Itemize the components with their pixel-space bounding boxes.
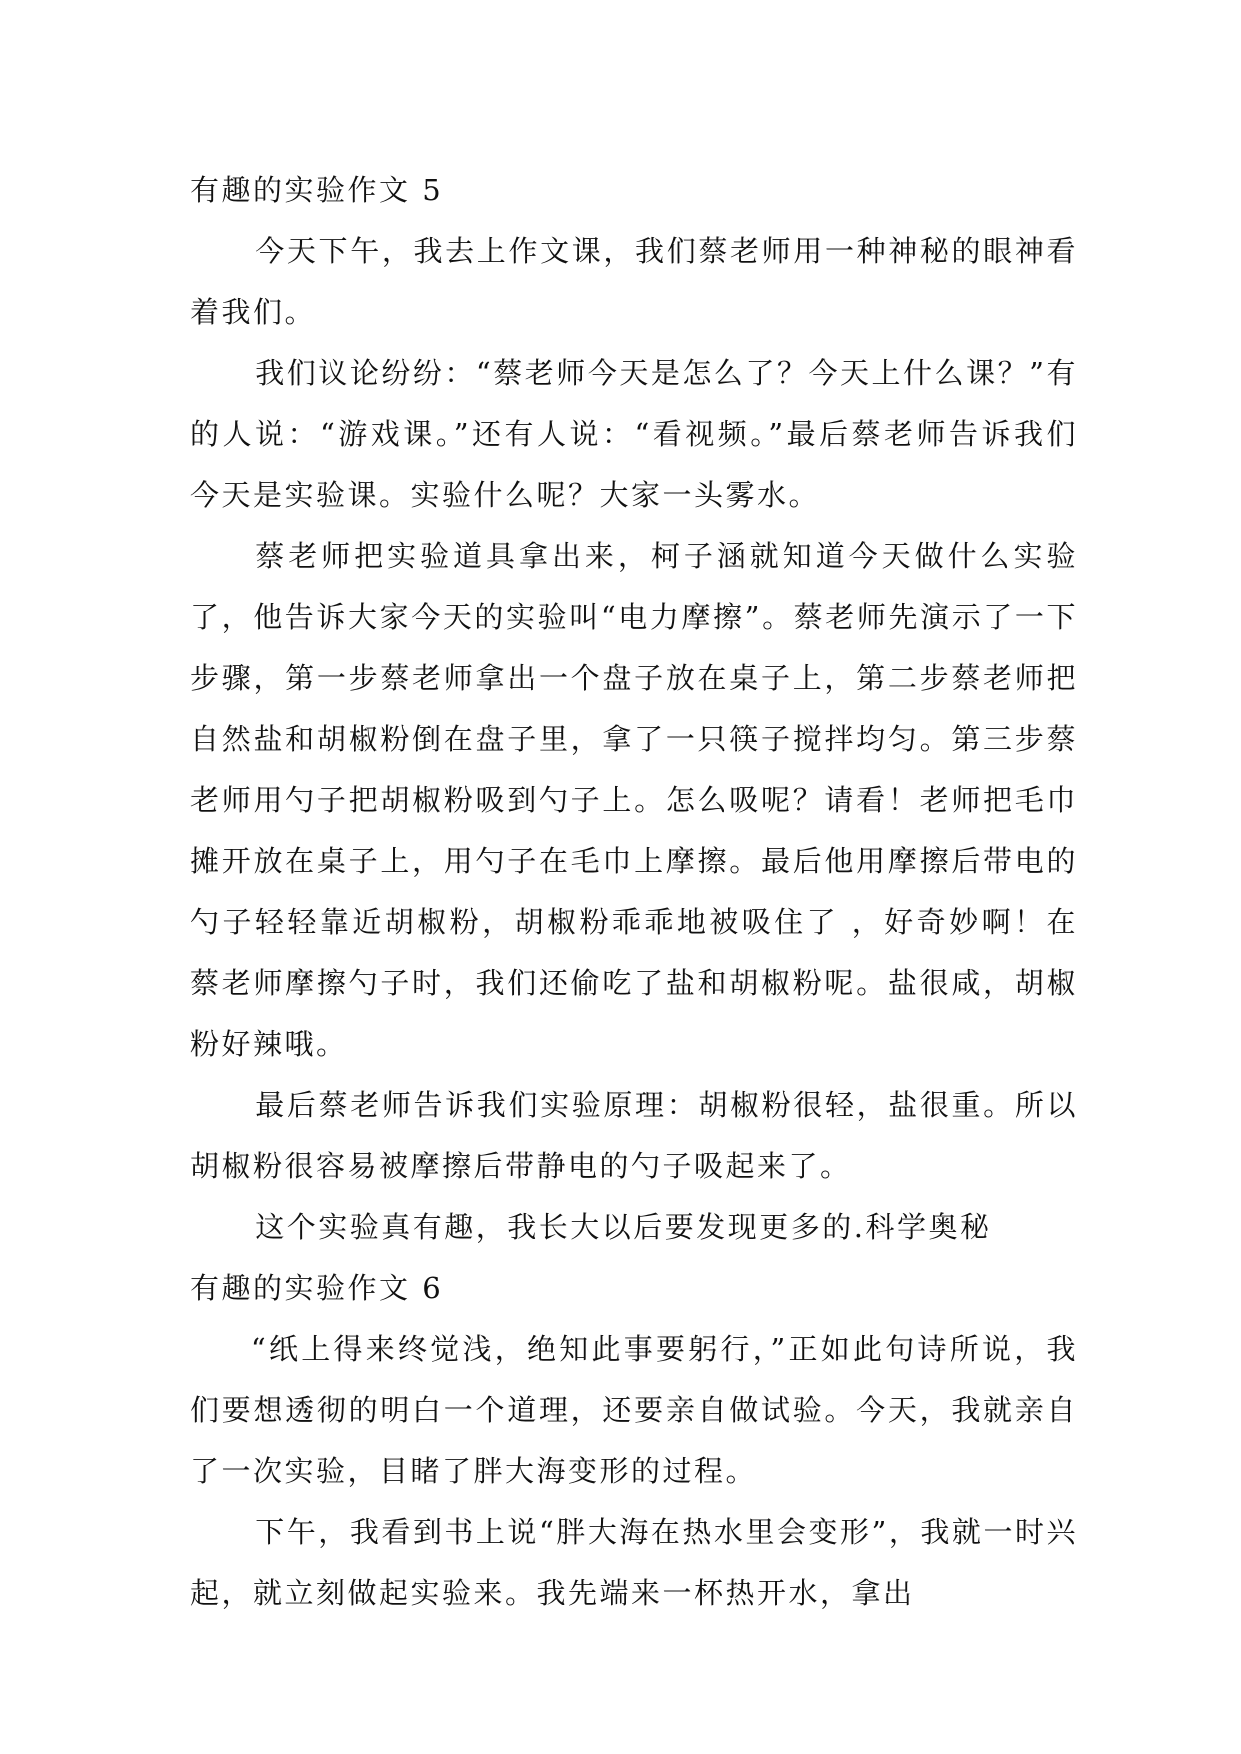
essay-5: [190, 160, 1078, 1258]
paragraph: “纸上得来终觉浅，绝知此事要躬行，”正如此句诗所说，我们要想透彻的明白一个道理，还要亲自做试验。今天，我就亲自了一次实验，目睹了胖大海变形的过程。: [190, 1332, 1078, 1488]
paragraph: 最后蔡老师告诉我们实验原理：胡椒粉很轻，盐很重。所以胡椒粉很容易被摩擦后带静电的勺子吸起来了。: [190, 1088, 1078, 1183]
essay-6: [190, 1258, 1078, 1624]
paragraph: 今天下午，我去上作文课，我们蔡老师用一种神秘的眼神看着我们。: [190, 234, 1078, 329]
essay-title: 有趣的实验作文 6: [190, 1271, 444, 1305]
paragraph: 这个实验真有趣，我长大以后要发现更多的.科学奥秘: [255, 1210, 992, 1244]
paragraph: 我们议论纷纷：“蔡老师今天是怎么了？今天上什么课？”有的人说：“游戏课。”还有人说：“看视频。”最后蔡老师告诉我们今天是实验课。实验什么呢？大家一头雾水。: [190, 356, 1078, 512]
paragraph: 蔡老师把实验道具拿出来，柯子涵就知道今天做什么实验了，他告诉大家今天的实验叫“电力摩擦”。蔡老师先演示了一下步骤，第一步蔡老师拿出一个盘子放在桌子上，第二步蔡老师把自然盐和胡椒粉倒在盘子里，拿了一只筷子搅拌均匀。第三步蔡老师用勺子把胡椒粉吸到勺子上。怎么吸呢？请看！老师把毛巾摊开放在桌子上，用勺子在毛巾上摩擦。最后他用摩擦后带电的勺子轻轻靠近胡椒粉，胡椒粉乖乖地被吸住了 ，好奇妙啊！在蔡老师摩擦勺子时，我们还偷吃了盐和胡椒粉呢。盐很咸，胡椒粉好辣哦。: [190, 539, 1078, 1061]
paragraph: 下午，我看到书上说“胖大海在热水里会变形”，我就一时兴起，就立刻做起实验来。我先端来一杯热开水，拿出: [190, 1515, 1078, 1610]
essay-title: 有趣的实验作文 5: [190, 173, 444, 207]
document-page: [190, 160, 1078, 1624]
